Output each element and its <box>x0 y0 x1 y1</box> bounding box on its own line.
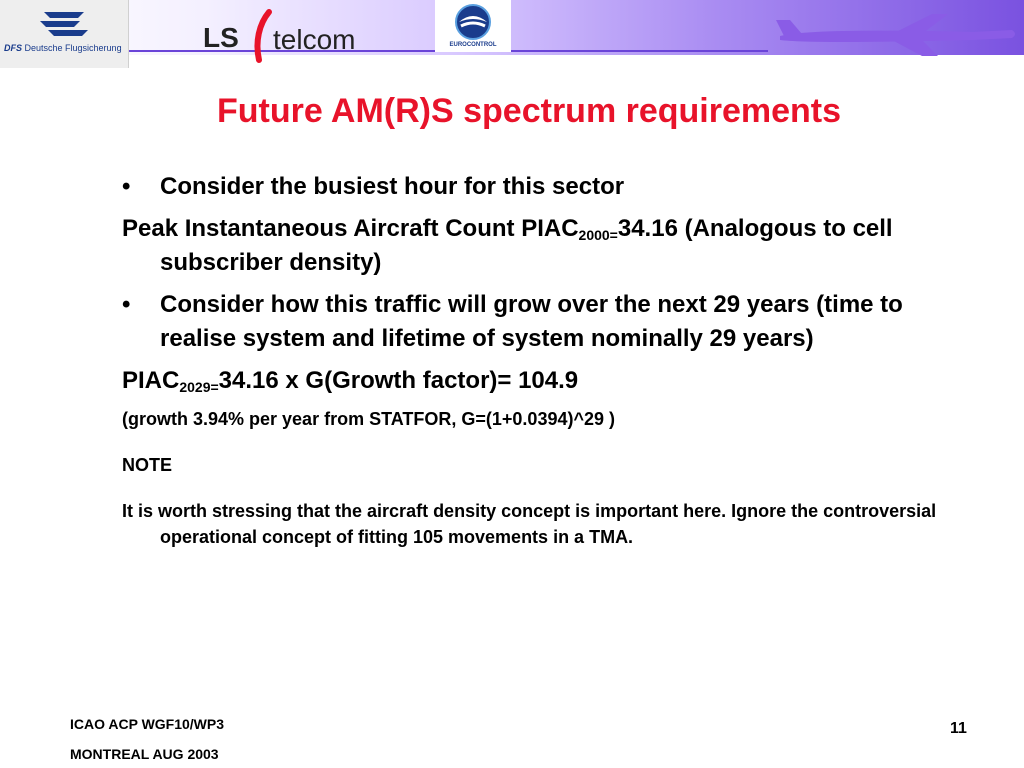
dfs-logo <box>0 0 129 68</box>
dfs-logo-text: DFS Deutsche Flugsicherung <box>4 43 122 53</box>
piac-2000-paragraph: Peak Instantaneous Aircraft Count $PIAC_{2000=}34.16$ (Analogous to cell subscriber density) <box>122 215 893 276</box>
note-text: It is worth stressing that the aircraft density concept is important here. Ignore the controversial operational concept of fitting 105 movements in a TMA. <box>122 501 937 547</box>
slide-title: Future AM(R)S spectrum requirements <box>216 92 842 130</box>
bullet-busiest-hour: • Consider the busiest hour for this sector <box>122 170 972 204</box>
eurocontrol-emblem-icon <box>435 0 511 42</box>
dfs-swirl-icon <box>34 4 94 42</box>
bullet-traffic-growth: • Consider how this traffic will grow over the next 29 years (time to realise system and lifetime of system nominally 29 years) <box>122 288 972 356</box>
ls-logo-telcom: telcom <box>273 24 356 55</box>
bullet-dot: • <box>122 173 131 200</box>
note-heading: NOTE <box>122 455 173 475</box>
eurocontrol-logo <box>435 0 511 52</box>
airplane-icon <box>772 10 1022 60</box>
footer-meeting: ICAO ACP WGF10/WP3 <box>70 716 225 732</box>
slide-body <box>122 170 972 570</box>
piac-2029-paragraph: $PIAC_{2029=}34.16$ x G(Growth factor)= 104.9 <box>122 367 579 395</box>
bullet-dot: • <box>122 291 131 318</box>
eurocontrol-text: EUROCONTROL <box>449 42 497 48</box>
growth-note: (growth 3.94% per year from STATFOR, G=(1+0.0394)^29 ) <box>122 409 615 429</box>
page-number: 11 <box>950 720 967 737</box>
ls-logo-ls: LS <box>203 22 239 53</box>
ls-swoosh-icon <box>251 4 275 64</box>
footer-location-date: MONTREAL AUG 2003 <box>70 746 219 762</box>
